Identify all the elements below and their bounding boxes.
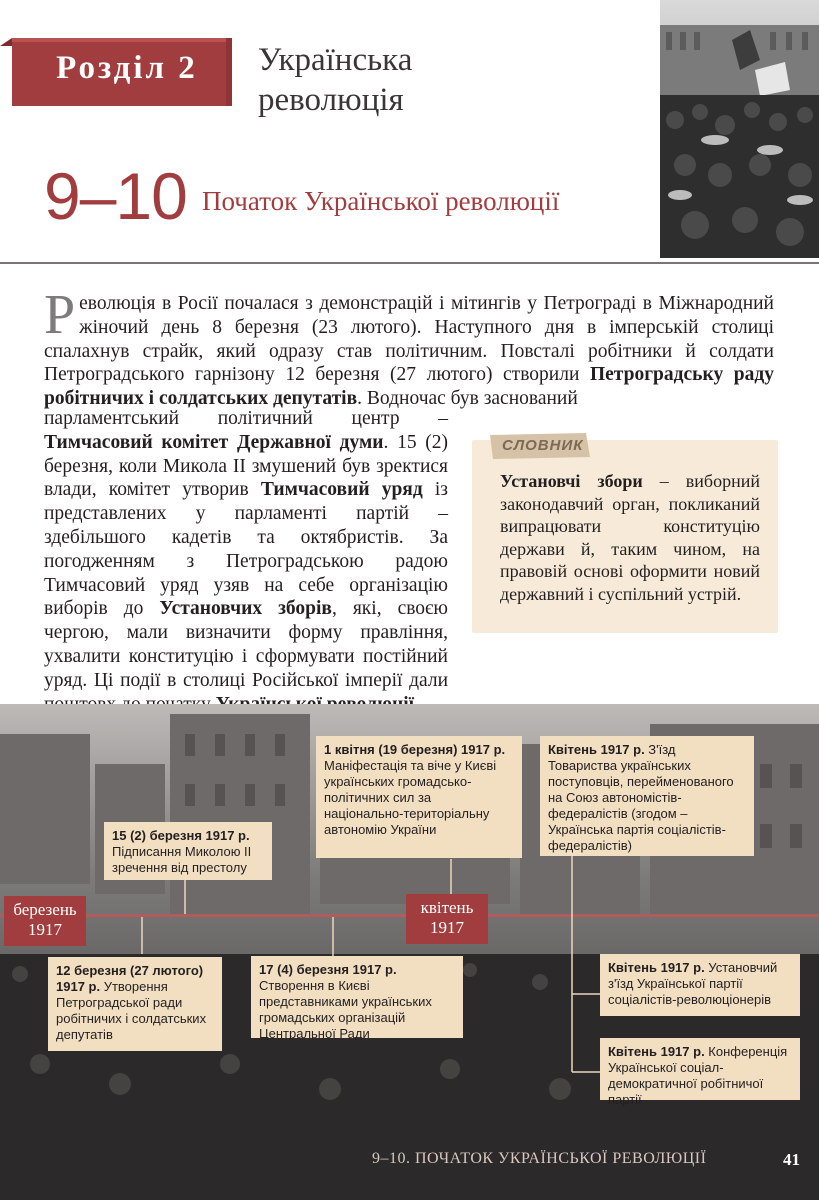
running-title: 9–10. ПОЧАТОК УКРАЇНСЬКОЇ РЕВОЛЮЦІЇ (372, 1150, 707, 1167)
crowd-photo (660, 0, 819, 258)
event-date: Квітень 1917 р. (608, 960, 705, 975)
section-label: Розділ 2 (56, 50, 198, 86)
marker-march-1917 (4, 900, 86, 940)
lesson-number: 9–10 (44, 159, 187, 233)
event-date: Квітень 1917 р. (608, 1044, 705, 1059)
timeline-event (540, 736, 754, 856)
main-paragraph: парламентський політичний центр – Тимчасовий комітет Державної думи. 15 (2) березня, коли Микола II змушений був зректися влади, комітет утворив Тимчасовий уряд із представлених у парламенті партій – здебільшого кадетів та октябристів. За погодженням з Петроградською радою Тимчасовий уряд узяв на себе організацію виборів до Установчих зборів, які, своєю чергою, мали визначити форму правління, ухвалити конституцію і сформувати постійний уряд. Ці події в столиці Російської імперії дали (44, 408, 448, 691)
event-date: 17 (4) березня 1917 р. (259, 962, 397, 977)
event-text: Маніфестація та віче у Києві українських громадсько-політичних сил за національно-територіальну автономію України (324, 758, 497, 837)
event-text: Конференція Української соціал-демократичної робітничої партії (608, 1044, 788, 1107)
event-text: Установчий з'їзд Української партії соціалістів-революціонерів (608, 960, 778, 1007)
event-text: Підписання Миколою II зречення від престолу (112, 844, 252, 875)
intro-paragraph-text: еволюція в Росії почалася з демонстрацій і мітингів у Петрограді в Міжнародний жіночий день 8 березня (23 лютого). Наступного дня в імперській столиці спалахнув страйк, який одразу став політичним. Повсталі робітники й солдати Петроградського гарнізону 12 березня (27 лютого) створили Петроградську раду робітничих і солдатських депутатів. Водночас був заснований (44, 293, 774, 410)
page-number: 41 (783, 1150, 800, 1169)
section-title-line1: Українська (258, 42, 413, 78)
marker-april-1917 (406, 898, 488, 938)
marker-march-year: 1917 (28, 920, 62, 939)
intro-paragraph (44, 284, 774, 411)
event-text: З'їзд Товариства українських поступовців, перейменованого на Союз автономістів-федералістів (згодом – Українська партія соціалістів-федералістів) (548, 742, 734, 853)
event-text: Створення в Києві представниками українських громадських організацій Центральної Ради (259, 978, 432, 1041)
section-title (258, 40, 412, 120)
timeline-event (600, 954, 800, 1016)
event-date: 15 (2) березня 1917 р. (112, 828, 250, 843)
timeline-event (316, 736, 522, 858)
glossary-text: – виборний законодавчий орган, покликаний випрацювати конституцію держави й, таким чином, на правовій основі оформити новий державний і суспільний устрій. (500, 471, 760, 604)
timeline-event (48, 957, 222, 1051)
marker-april-month: квітень (420, 898, 474, 917)
timeline-event (251, 956, 463, 1041)
timeline-event (600, 1038, 800, 1107)
event-date: 1 квітня (19 березня) 1917 р. (324, 742, 506, 757)
timeline-event (104, 822, 272, 880)
drop-cap: Р (44, 284, 76, 346)
lesson-title: Початок Української революції (202, 186, 560, 216)
timeline-panel (0, 704, 819, 1200)
glossary-term: Установчі збори (500, 471, 643, 491)
event-text: Утворення Петроградської ради робітничих і солдатських депутатів (56, 979, 207, 1042)
marker-april-year: 1917 (430, 918, 464, 937)
event-date: Квітень 1917 р. (548, 742, 645, 757)
section-title-line2: революція (258, 82, 404, 118)
glossary-definition (500, 470, 760, 605)
glossary-tag: СЛОВНИК (502, 437, 584, 454)
event-date: 12 березня (27 лютого) 1917 р. (56, 963, 204, 994)
header-divider (0, 262, 819, 264)
marker-march-month: березень (13, 900, 77, 919)
